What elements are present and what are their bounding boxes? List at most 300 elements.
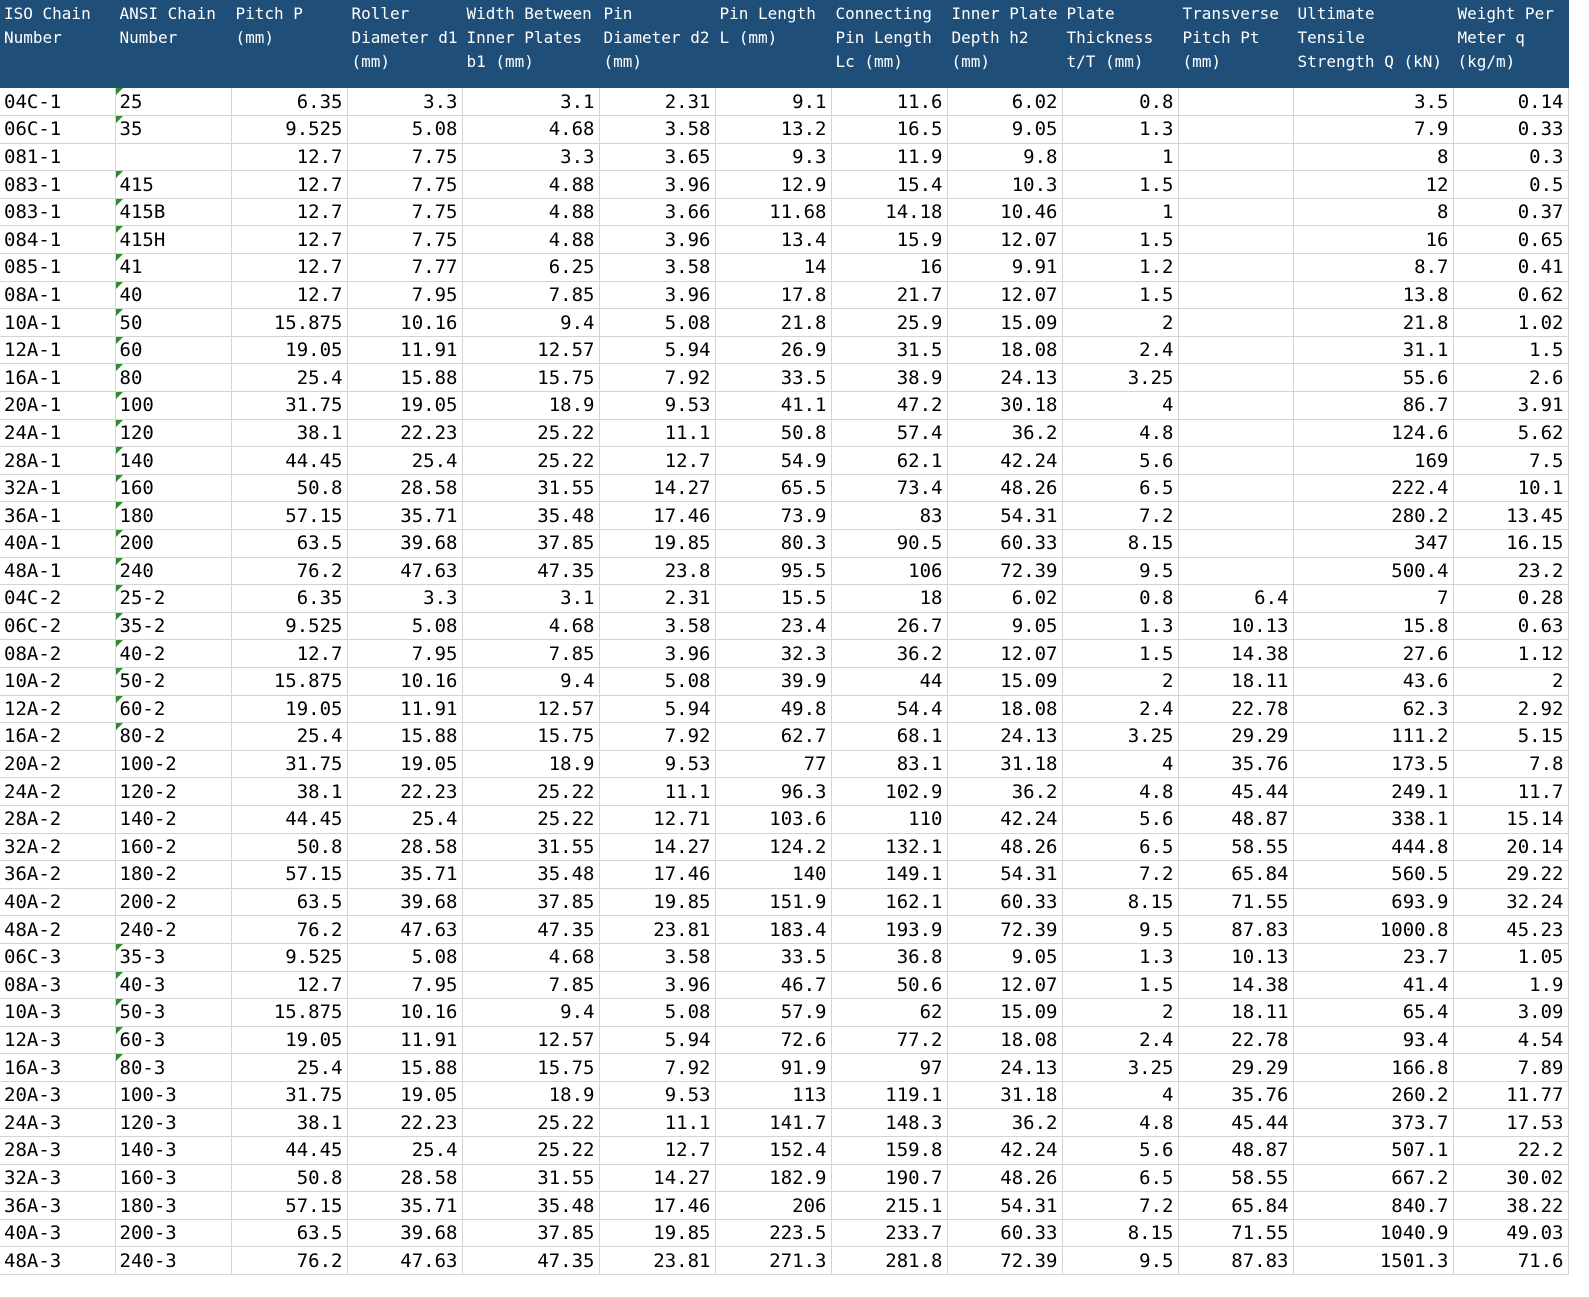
table-cell[interactable]: 132.1	[831, 833, 947, 861]
table-cell[interactable]: 31.75	[231, 750, 347, 778]
cell-ansi-number[interactable]: 160-3	[115, 1164, 231, 1192]
cell-ansi-number[interactable]: 160-2	[115, 833, 231, 861]
cell-iso-number[interactable]: 48A-3	[0, 1247, 115, 1275]
table-cell[interactable]: 65.5	[715, 474, 831, 502]
table-cell[interactable]: 9.05	[947, 612, 1062, 640]
column-header-connecting-pin-length[interactable]: Connecting Pin Length Lc (mm)	[831, 0, 947, 88]
column-header-transverse-pitch[interactable]: Transverse Pitch Pt (mm)	[1178, 0, 1293, 88]
table-cell[interactable]: 47.35	[462, 1247, 599, 1275]
table-cell[interactable]: 21.7	[831, 281, 947, 309]
table-cell[interactable]: 6.4	[1178, 585, 1293, 613]
table-cell[interactable]: 7.2	[1062, 1192, 1178, 1220]
table-cell[interactable]: 15.09	[947, 667, 1062, 695]
table-cell[interactable]	[1178, 364, 1293, 392]
table-cell[interactable]: 22.23	[347, 419, 462, 447]
table-cell[interactable]: 62.7	[715, 723, 831, 751]
table-cell[interactable]: 91.9	[715, 1054, 831, 1082]
table-cell[interactable]: 3.3	[347, 88, 462, 116]
table-cell[interactable]: 12.7	[599, 447, 715, 475]
cell-iso-number[interactable]: 16A-3	[0, 1054, 115, 1082]
cell-ansi-number[interactable]: 160	[115, 474, 231, 502]
table-cell[interactable]: 39.68	[347, 530, 462, 558]
table-cell[interactable]: 9.91	[947, 254, 1062, 282]
table-cell[interactable]: 72.39	[947, 916, 1062, 944]
table-cell[interactable]: 47.63	[347, 1247, 462, 1275]
table-cell[interactable]: 9.5	[1062, 557, 1178, 585]
table-cell[interactable]: 72.39	[947, 1247, 1062, 1275]
table-cell[interactable]: 39.68	[347, 888, 462, 916]
table-cell[interactable]: 33.5	[715, 364, 831, 392]
table-cell[interactable]: 35.76	[1178, 1081, 1293, 1109]
table-cell[interactable]: 17.53	[1453, 1109, 1568, 1137]
cell-iso-number[interactable]: 40A-1	[0, 530, 115, 558]
table-cell[interactable]: 444.8	[1293, 833, 1453, 861]
table-cell[interactable]: 19.85	[599, 1219, 715, 1247]
table-cell[interactable]: 42.24	[947, 1137, 1062, 1165]
table-cell[interactable]	[1178, 474, 1293, 502]
table-cell[interactable]: 15.75	[462, 364, 599, 392]
table-cell[interactable]: 23.81	[599, 1247, 715, 1275]
cell-iso-number[interactable]: 40A-3	[0, 1219, 115, 1247]
table-cell[interactable]	[1178, 502, 1293, 530]
table-cell[interactable]: 2.31	[599, 585, 715, 613]
table-cell[interactable]: 4.8	[1062, 778, 1178, 806]
table-cell[interactable]: 45.44	[1178, 778, 1293, 806]
table-cell[interactable]: 35.48	[462, 502, 599, 530]
cell-ansi-number[interactable]: 415B	[115, 198, 231, 226]
table-cell[interactable]: 3.5	[1293, 88, 1453, 116]
table-cell[interactable]: 0.63	[1453, 612, 1568, 640]
table-cell[interactable]: 12	[1293, 171, 1453, 199]
table-cell[interactable]: 57.15	[231, 1192, 347, 1220]
column-header-plate-thickness[interactable]: Plate Thickness t/T (mm)	[1062, 0, 1178, 88]
table-cell[interactable]: 9.4	[462, 999, 599, 1027]
table-cell[interactable]: 24.13	[947, 723, 1062, 751]
table-cell[interactable]: 151.9	[715, 888, 831, 916]
cell-ansi-number[interactable]: 41	[115, 254, 231, 282]
table-cell[interactable]: 38.1	[231, 778, 347, 806]
table-cell[interactable]: 7.85	[462, 971, 599, 999]
table-cell[interactable]: 76.2	[231, 1247, 347, 1275]
table-cell[interactable]: 3.1	[462, 88, 599, 116]
table-cell[interactable]: 19.85	[599, 888, 715, 916]
cell-iso-number[interactable]: 12A-3	[0, 1026, 115, 1054]
table-cell[interactable]: 103.6	[715, 805, 831, 833]
table-cell[interactable]: 0.37	[1453, 198, 1568, 226]
table-cell[interactable]: 25.22	[462, 778, 599, 806]
cell-ansi-number[interactable]: 180-3	[115, 1192, 231, 1220]
table-cell[interactable]: 3.58	[599, 943, 715, 971]
table-cell[interactable]: 1.3	[1062, 943, 1178, 971]
table-cell[interactable]: 15.8	[1293, 612, 1453, 640]
table-cell[interactable]: 124.6	[1293, 419, 1453, 447]
table-cell[interactable]: 1040.9	[1293, 1219, 1453, 1247]
table-cell[interactable]: 1.02	[1453, 309, 1568, 337]
table-cell[interactable]: 11.68	[715, 198, 831, 226]
cell-iso-number[interactable]: 083-1	[0, 198, 115, 226]
table-cell[interactable]: 693.9	[1293, 888, 1453, 916]
table-cell[interactable]: 35.48	[462, 1192, 599, 1220]
table-cell[interactable]: 68.1	[831, 723, 947, 751]
table-cell[interactable]: 54.31	[947, 1192, 1062, 1220]
table-cell[interactable]: 6.5	[1062, 833, 1178, 861]
table-cell[interactable]: 38.1	[231, 1109, 347, 1137]
table-cell[interactable]: 12.7	[231, 971, 347, 999]
table-cell[interactable]: 19.05	[347, 1081, 462, 1109]
table-cell[interactable]: 10.3	[947, 171, 1062, 199]
table-cell[interactable]: 162.1	[831, 888, 947, 916]
cell-ansi-number[interactable]: 240	[115, 557, 231, 585]
table-cell[interactable]	[1178, 281, 1293, 309]
cell-ansi-number[interactable]: 60	[115, 336, 231, 364]
table-cell[interactable]: 17.8	[715, 281, 831, 309]
cell-iso-number[interactable]: 24A-1	[0, 419, 115, 447]
table-cell[interactable]: 9.05	[947, 116, 1062, 144]
table-cell[interactable]: 148.3	[831, 1109, 947, 1137]
table-cell[interactable]: 19.05	[347, 750, 462, 778]
table-cell[interactable]: 7.95	[347, 281, 462, 309]
table-cell[interactable]: 39.9	[715, 667, 831, 695]
table-cell[interactable]: 54.4	[831, 695, 947, 723]
table-cell[interactable]: 18.08	[947, 336, 1062, 364]
table-cell[interactable]: 233.7	[831, 1219, 947, 1247]
cell-ansi-number[interactable]: 240-2	[115, 916, 231, 944]
table-cell[interactable]: 60.33	[947, 888, 1062, 916]
table-cell[interactable]: 3.96	[599, 281, 715, 309]
table-cell[interactable]: 54.31	[947, 502, 1062, 530]
table-cell[interactable]: 10.16	[347, 667, 462, 695]
column-header-roller-diameter[interactable]: Roller Diameter d1 (mm)	[347, 0, 462, 88]
table-cell[interactable]: 280.2	[1293, 502, 1453, 530]
table-cell[interactable]	[1178, 116, 1293, 144]
table-cell[interactable]: 37.85	[462, 530, 599, 558]
table-cell[interactable]: 110	[831, 805, 947, 833]
cell-iso-number[interactable]: 08A-2	[0, 640, 115, 668]
table-cell[interactable]: 4.88	[462, 171, 599, 199]
cell-iso-number[interactable]: 36A-1	[0, 502, 115, 530]
table-cell[interactable]: 141.7	[715, 1109, 831, 1137]
table-cell[interactable]: 35.71	[347, 502, 462, 530]
table-cell[interactable]: 5.6	[1062, 1137, 1178, 1165]
table-cell[interactable]: 13.45	[1453, 502, 1568, 530]
table-cell[interactable]: 7.92	[599, 364, 715, 392]
cell-ansi-number[interactable]: 50-2	[115, 667, 231, 695]
table-cell[interactable]: 7.5	[1453, 447, 1568, 475]
table-cell[interactable]: 44	[831, 667, 947, 695]
cell-ansi-number[interactable]: 35-3	[115, 943, 231, 971]
table-cell[interactable]: 19.05	[347, 392, 462, 420]
table-cell[interactable]: 9.53	[599, 750, 715, 778]
table-cell[interactable]: 9.8	[947, 143, 1062, 171]
table-cell[interactable]: 5.94	[599, 336, 715, 364]
table-cell[interactable]: 15.88	[347, 1054, 462, 1082]
table-cell[interactable]: 18.11	[1178, 667, 1293, 695]
table-cell[interactable]: 14.27	[599, 833, 715, 861]
table-cell[interactable]: 1.5	[1062, 971, 1178, 999]
cell-iso-number[interactable]: 06C-1	[0, 116, 115, 144]
table-cell[interactable]: 11.91	[347, 695, 462, 723]
table-cell[interactable]: 50.8	[231, 833, 347, 861]
table-cell[interactable]: 3.58	[599, 116, 715, 144]
table-cell[interactable]: 0.14	[1453, 88, 1568, 116]
table-cell[interactable]: 2	[1062, 999, 1178, 1027]
table-cell[interactable]: 35.48	[462, 861, 599, 889]
table-cell[interactable]: 5.94	[599, 1026, 715, 1054]
table-cell[interactable]: 62.3	[1293, 695, 1453, 723]
table-cell[interactable]: 25.4	[347, 805, 462, 833]
table-cell[interactable]: 190.7	[831, 1164, 947, 1192]
table-cell[interactable]: 37.85	[462, 888, 599, 916]
table-cell[interactable]: 5.08	[347, 116, 462, 144]
cell-iso-number[interactable]: 08A-1	[0, 281, 115, 309]
table-cell[interactable]: 30.18	[947, 392, 1062, 420]
table-cell[interactable]: 1.2	[1062, 254, 1178, 282]
table-cell[interactable]: 65.84	[1178, 861, 1293, 889]
table-cell[interactable]: 80.3	[715, 530, 831, 558]
table-cell[interactable]: 1.5	[1062, 171, 1178, 199]
table-cell[interactable]: 13.4	[715, 226, 831, 254]
table-cell[interactable]: 15.75	[462, 1054, 599, 1082]
table-cell[interactable]: 58.55	[1178, 1164, 1293, 1192]
cell-iso-number[interactable]: 36A-2	[0, 861, 115, 889]
column-header-weight-per-meter[interactable]: Weight Per Meter q (kg/m)	[1453, 0, 1568, 88]
table-cell[interactable]: 36.8	[831, 943, 947, 971]
table-cell[interactable]: 8.15	[1062, 1219, 1178, 1247]
table-cell[interactable]: 62	[831, 999, 947, 1027]
table-cell[interactable]: 11.1	[599, 419, 715, 447]
table-cell[interactable]: 152.4	[715, 1137, 831, 1165]
cell-iso-number[interactable]: 12A-1	[0, 336, 115, 364]
cell-iso-number[interactable]: 20A-1	[0, 392, 115, 420]
table-cell[interactable]: 16	[1293, 226, 1453, 254]
table-cell[interactable]: 5.08	[599, 309, 715, 337]
table-cell[interactable]: 0.65	[1453, 226, 1568, 254]
table-cell[interactable]: 18.08	[947, 695, 1062, 723]
table-cell[interactable]: 15.14	[1453, 805, 1568, 833]
table-cell[interactable]: 2	[1062, 667, 1178, 695]
table-cell[interactable]: 3.58	[599, 254, 715, 282]
table-cell[interactable]: 3.96	[599, 226, 715, 254]
cell-ansi-number[interactable]: 25	[115, 88, 231, 116]
table-cell[interactable]: 14.27	[599, 474, 715, 502]
table-cell[interactable]: 26.7	[831, 612, 947, 640]
table-cell[interactable]: 22.78	[1178, 695, 1293, 723]
table-cell[interactable]: 13.8	[1293, 281, 1453, 309]
table-cell[interactable]: 183.4	[715, 916, 831, 944]
table-cell[interactable]: 3.66	[599, 198, 715, 226]
table-cell[interactable]: 57.9	[715, 999, 831, 1027]
table-cell[interactable]: 15.875	[231, 309, 347, 337]
table-cell[interactable]: 42.24	[947, 447, 1062, 475]
table-cell[interactable]: 31.55	[462, 474, 599, 502]
cell-iso-number[interactable]: 48A-1	[0, 557, 115, 585]
table-cell[interactable]: 19.05	[231, 1026, 347, 1054]
column-header-inner-width[interactable]: Width Between Inner Plates b1 (mm)	[462, 0, 599, 88]
table-cell[interactable]: 4	[1062, 750, 1178, 778]
table-cell[interactable]: 87.83	[1178, 1247, 1293, 1275]
table-cell[interactable]: 5.08	[347, 612, 462, 640]
table-cell[interactable]: 50.8	[231, 1164, 347, 1192]
table-cell[interactable]	[1178, 557, 1293, 585]
cell-ansi-number[interactable]: 100-2	[115, 750, 231, 778]
table-cell[interactable]: 29.29	[1178, 723, 1293, 751]
table-cell[interactable]: 271.3	[715, 1247, 831, 1275]
table-cell[interactable]: 3.3	[347, 585, 462, 613]
table-cell[interactable]: 25.22	[462, 419, 599, 447]
table-cell[interactable]: 50.8	[715, 419, 831, 447]
table-cell[interactable]: 73.9	[715, 502, 831, 530]
table-cell[interactable]: 6.5	[1062, 1164, 1178, 1192]
cell-iso-number[interactable]: 20A-3	[0, 1081, 115, 1109]
table-cell[interactable]: 7.77	[347, 254, 462, 282]
table-cell[interactable]: 6.35	[231, 585, 347, 613]
table-cell[interactable]: 38.9	[831, 364, 947, 392]
table-cell[interactable]: 0.8	[1062, 585, 1178, 613]
table-cell[interactable]: 11.1	[599, 778, 715, 806]
table-cell[interactable]: 18.08	[947, 1026, 1062, 1054]
table-cell[interactable]: 3.25	[1062, 364, 1178, 392]
table-cell[interactable]: 18.9	[462, 1081, 599, 1109]
cell-ansi-number[interactable]: 40-3	[115, 971, 231, 999]
cell-iso-number[interactable]: 32A-1	[0, 474, 115, 502]
table-cell[interactable]: 63.5	[231, 1219, 347, 1247]
table-cell[interactable]: 12.57	[462, 695, 599, 723]
table-cell[interactable]: 1	[1062, 198, 1178, 226]
table-cell[interactable]: 507.1	[1293, 1137, 1453, 1165]
table-cell[interactable]: 8.15	[1062, 530, 1178, 558]
table-cell[interactable]: 22.23	[347, 778, 462, 806]
cell-iso-number[interactable]: 085-1	[0, 254, 115, 282]
table-cell[interactable]: 31.55	[462, 1164, 599, 1192]
table-cell[interactable]: 28.58	[347, 474, 462, 502]
table-cell[interactable]: 347	[1293, 530, 1453, 558]
table-cell[interactable]: 140	[715, 861, 831, 889]
table-cell[interactable]: 169	[1293, 447, 1453, 475]
table-cell[interactable]: 10.16	[347, 309, 462, 337]
table-cell[interactable]: 48.87	[1178, 1137, 1293, 1165]
column-header-tensile-strength[interactable]: Ultimate Tensile Strength Q (kN)	[1293, 0, 1453, 88]
table-cell[interactable]: 22.2	[1453, 1137, 1568, 1165]
table-cell[interactable]: 31.5	[831, 336, 947, 364]
cell-iso-number[interactable]: 20A-2	[0, 750, 115, 778]
table-cell[interactable]: 72.6	[715, 1026, 831, 1054]
table-cell[interactable]: 18.11	[1178, 999, 1293, 1027]
cell-iso-number[interactable]: 24A-2	[0, 778, 115, 806]
table-cell[interactable]: 54.31	[947, 861, 1062, 889]
cell-iso-number[interactable]: 28A-3	[0, 1137, 115, 1165]
table-cell[interactable]: 8	[1293, 198, 1453, 226]
cell-ansi-number[interactable]: 140	[115, 447, 231, 475]
table-cell[interactable]: 44.45	[231, 1137, 347, 1165]
table-cell[interactable]: 15.875	[231, 667, 347, 695]
table-cell[interactable]: 24.13	[947, 1054, 1062, 1082]
table-cell[interactable]: 8	[1293, 143, 1453, 171]
table-cell[interactable]: 2.4	[1062, 1026, 1178, 1054]
table-cell[interactable]: 43.6	[1293, 667, 1453, 695]
table-cell[interactable]: 4.68	[462, 116, 599, 144]
cell-iso-number[interactable]: 48A-2	[0, 916, 115, 944]
table-cell[interactable]: 36.2	[831, 640, 947, 668]
table-cell[interactable]: 13.2	[715, 116, 831, 144]
table-cell[interactable]: 12.57	[462, 336, 599, 364]
table-cell[interactable]: 12.7	[231, 171, 347, 199]
table-cell[interactable]: 11.77	[1453, 1081, 1568, 1109]
table-cell[interactable]: 15.09	[947, 999, 1062, 1027]
table-cell[interactable]: 28.58	[347, 1164, 462, 1192]
table-cell[interactable]: 18.9	[462, 392, 599, 420]
cell-iso-number[interactable]: 16A-1	[0, 364, 115, 392]
table-cell[interactable]: 38.22	[1453, 1192, 1568, 1220]
table-cell[interactable]: 15.88	[347, 364, 462, 392]
cell-ansi-number[interactable]: 200-2	[115, 888, 231, 916]
table-cell[interactable]: 12.07	[947, 226, 1062, 254]
table-cell[interactable]: 63.5	[231, 530, 347, 558]
table-cell[interactable]: 87.83	[1178, 916, 1293, 944]
table-cell[interactable]: 3.3	[462, 143, 599, 171]
cell-iso-number[interactable]: 06C-2	[0, 612, 115, 640]
table-cell[interactable]: 47.63	[347, 916, 462, 944]
column-header-ansi-chain-number[interactable]: ANSI Chain Number	[115, 0, 231, 88]
table-cell[interactable]: 2	[1062, 309, 1178, 337]
table-cell[interactable]	[1178, 254, 1293, 282]
table-cell[interactable]: 7.85	[462, 281, 599, 309]
table-cell[interactable]: 6.35	[231, 88, 347, 116]
table-cell[interactable]: 222.4	[1293, 474, 1453, 502]
table-cell[interactable]: 10.16	[347, 999, 462, 1027]
table-cell[interactable]: 3.25	[1062, 1054, 1178, 1082]
table-cell[interactable]	[1178, 88, 1293, 116]
table-cell[interactable]: 23.8	[599, 557, 715, 585]
table-cell[interactable]: 9.53	[599, 1081, 715, 1109]
table-cell[interactable]: 57.15	[231, 502, 347, 530]
table-cell[interactable]: 1.5	[1062, 226, 1178, 254]
table-cell[interactable]: 7.95	[347, 971, 462, 999]
cell-ansi-number[interactable]: 140-3	[115, 1137, 231, 1165]
table-cell[interactable]: 9.4	[462, 667, 599, 695]
table-cell[interactable]: 3.65	[599, 143, 715, 171]
table-cell[interactable]: 21.8	[715, 309, 831, 337]
table-cell[interactable]: 32.24	[1453, 888, 1568, 916]
table-cell[interactable]: 25.22	[462, 1137, 599, 1165]
table-cell[interactable]: 12.57	[462, 1026, 599, 1054]
table-cell[interactable]: 30.02	[1453, 1164, 1568, 1192]
table-cell[interactable]: 9.5	[1062, 1247, 1178, 1275]
table-cell[interactable]: 11.91	[347, 336, 462, 364]
table-cell[interactable]: 95.5	[715, 557, 831, 585]
cell-ansi-number[interactable]: 120-3	[115, 1109, 231, 1137]
table-cell[interactable]: 281.8	[831, 1247, 947, 1275]
cell-ansi-number[interactable]: 80	[115, 364, 231, 392]
cell-iso-number[interactable]: 10A-3	[0, 999, 115, 1027]
table-cell[interactable]: 57.15	[231, 861, 347, 889]
cell-iso-number[interactable]: 40A-2	[0, 888, 115, 916]
cell-ansi-number[interactable]: 120-2	[115, 778, 231, 806]
table-cell[interactable]: 667.2	[1293, 1164, 1453, 1192]
table-cell[interactable]: 65.84	[1178, 1192, 1293, 1220]
table-cell[interactable]: 12.9	[715, 171, 831, 199]
cell-iso-number[interactable]: 32A-3	[0, 1164, 115, 1192]
table-cell[interactable]: 17.46	[599, 502, 715, 530]
table-cell[interactable]: 166.8	[1293, 1054, 1453, 1082]
table-cell[interactable]: 12.7	[231, 143, 347, 171]
table-cell[interactable]: 31.18	[947, 750, 1062, 778]
table-cell[interactable]: 173.5	[1293, 750, 1453, 778]
table-cell[interactable]: 1000.8	[1293, 916, 1453, 944]
table-cell[interactable]: 77	[715, 750, 831, 778]
table-cell[interactable]: 24.13	[947, 364, 1062, 392]
table-cell[interactable]: 5.08	[347, 943, 462, 971]
table-cell[interactable]: 83.1	[831, 750, 947, 778]
